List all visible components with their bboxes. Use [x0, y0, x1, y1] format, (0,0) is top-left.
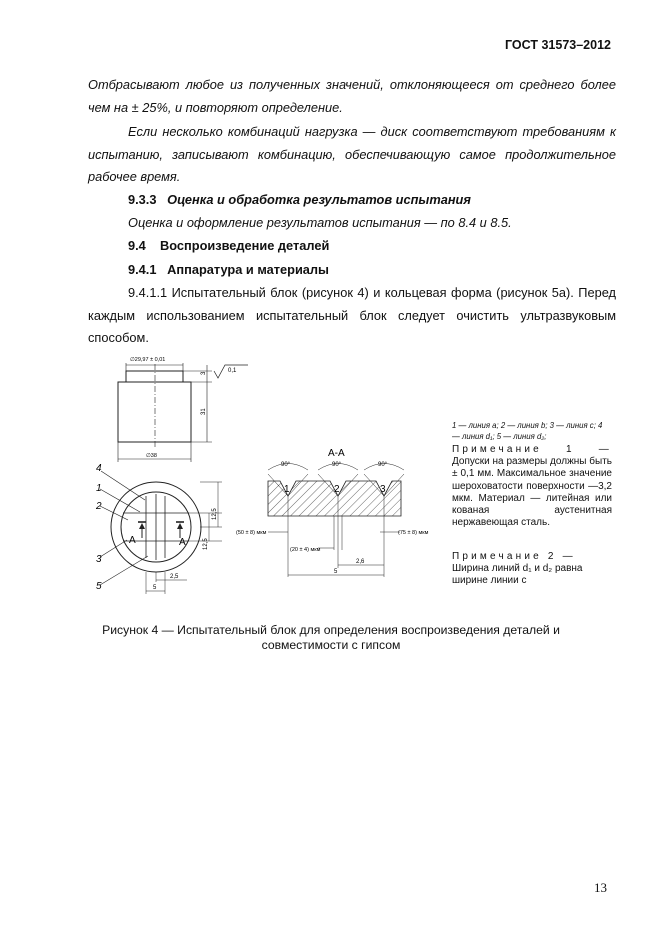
section-aa-label: А-А — [328, 448, 345, 459]
section-9-3-3-text: Оценка и оформление результатов испытания — по 8.4 и 8.5. — [128, 215, 512, 230]
dim-20-um: (20 ± 4) мкм — [290, 547, 321, 553]
dim-height-31: 31 — [201, 408, 207, 415]
block-top-step — [126, 371, 183, 382]
angle-1: 90° — [281, 462, 291, 468]
section-label-right: А — [179, 537, 186, 548]
note-2 — [452, 551, 612, 588]
section-number: 9.3.3 — [128, 192, 157, 207]
dim-bottom-diameter: ∅38 — [146, 453, 157, 459]
dim-12-5-bottom: 12,5 — [203, 538, 209, 550]
paragraph-discard: Отбрасывают любое из полученных значений, отклоняющееся от среднего более чем на ± 25%, и повторяют определение. — [88, 77, 616, 115]
callout-5: 5 — [96, 581, 102, 592]
note-1-text: Допуски на размеры должны быть ± 0,1 мм. Максимальное значение шероховатости поверхности —3,2 мкм. Материал — литейная или кованая аустенитная нержавеющая сталь. — [452, 456, 612, 529]
page-number: 13 — [594, 880, 607, 895]
note-2-title: Примечание 2 — — [452, 551, 576, 562]
dim-small-3: 3 — [201, 371, 207, 375]
paragraph-combinations: Если несколько комбинаций нагрузка — диск соответствуют требованиям к испытанию, записывают комбинацию, обеспечивающую самое продолжительное рабочее время. — [88, 124, 616, 184]
dim-50-um: (50 ± 8) мкм — [236, 530, 267, 536]
page-header: ГОСТ 31573–2012 — [505, 38, 611, 52]
callout-2: 2 — [96, 501, 102, 512]
section-aa-view — [268, 464, 404, 578]
line-label-1: 1 — [284, 484, 290, 495]
callout-4: 4 — [96, 463, 102, 474]
dim-5-bottom: 5 — [153, 585, 157, 591]
line-label-2: 2 — [334, 484, 340, 495]
dim-5-section: 5 — [334, 569, 338, 575]
angle-3: 90° — [378, 462, 388, 468]
figure-legend: 1 — линия a; 2 — линия b; 3 — линия c; 4 — линия d₁; 5 — линия d₂; — [452, 421, 603, 441]
callout-3: 3 — [96, 554, 102, 565]
block-plan-view — [100, 471, 222, 594]
dim-12-5-top: 12,5 — [212, 508, 218, 520]
block-body — [118, 382, 191, 442]
dim-2-5: 2,5 — [170, 574, 179, 580]
line-label-3: 3 — [380, 484, 386, 495]
note-1-title: Примечание 1 — — [452, 444, 612, 455]
section-title: Оценка и обработка результатов испытания — [167, 192, 471, 207]
angle-2: 90° — [332, 462, 342, 468]
note-2-text: Ширина линий d₁ и d₂ равна ширине линии c — [452, 563, 583, 587]
callout-1: 1 — [96, 483, 102, 494]
dim-top-diameter: ∅29,97 ± 0,01 — [130, 357, 166, 363]
section-9-4-heading: 9.4 Воспроизведение деталей — [128, 238, 330, 253]
section-label-left: А — [129, 535, 136, 546]
section-9-4-1-heading: 9.4.1 Аппаратура и материалы — [128, 262, 329, 277]
figure-caption: Рисунок 4 — Испытательный блок для определения воспроизведения деталей и совместимости с гипсом — [102, 623, 560, 652]
paragraph-9-4-1-1: 9.4.1.1 Испытательный блок (рисунок 4) и кольцевая форма (рисунок 5а). Перед каждым использованием испытательный блок следует очистить ультразвуковым способом. — [88, 285, 616, 345]
dim-roughness: 0,1 — [228, 368, 237, 374]
dim-75-um: (75 ± 8) мкм — [398, 530, 429, 536]
note-1 — [452, 444, 612, 529]
dim-2-6: 2,6 — [356, 559, 365, 565]
block-side-view — [118, 363, 248, 462]
